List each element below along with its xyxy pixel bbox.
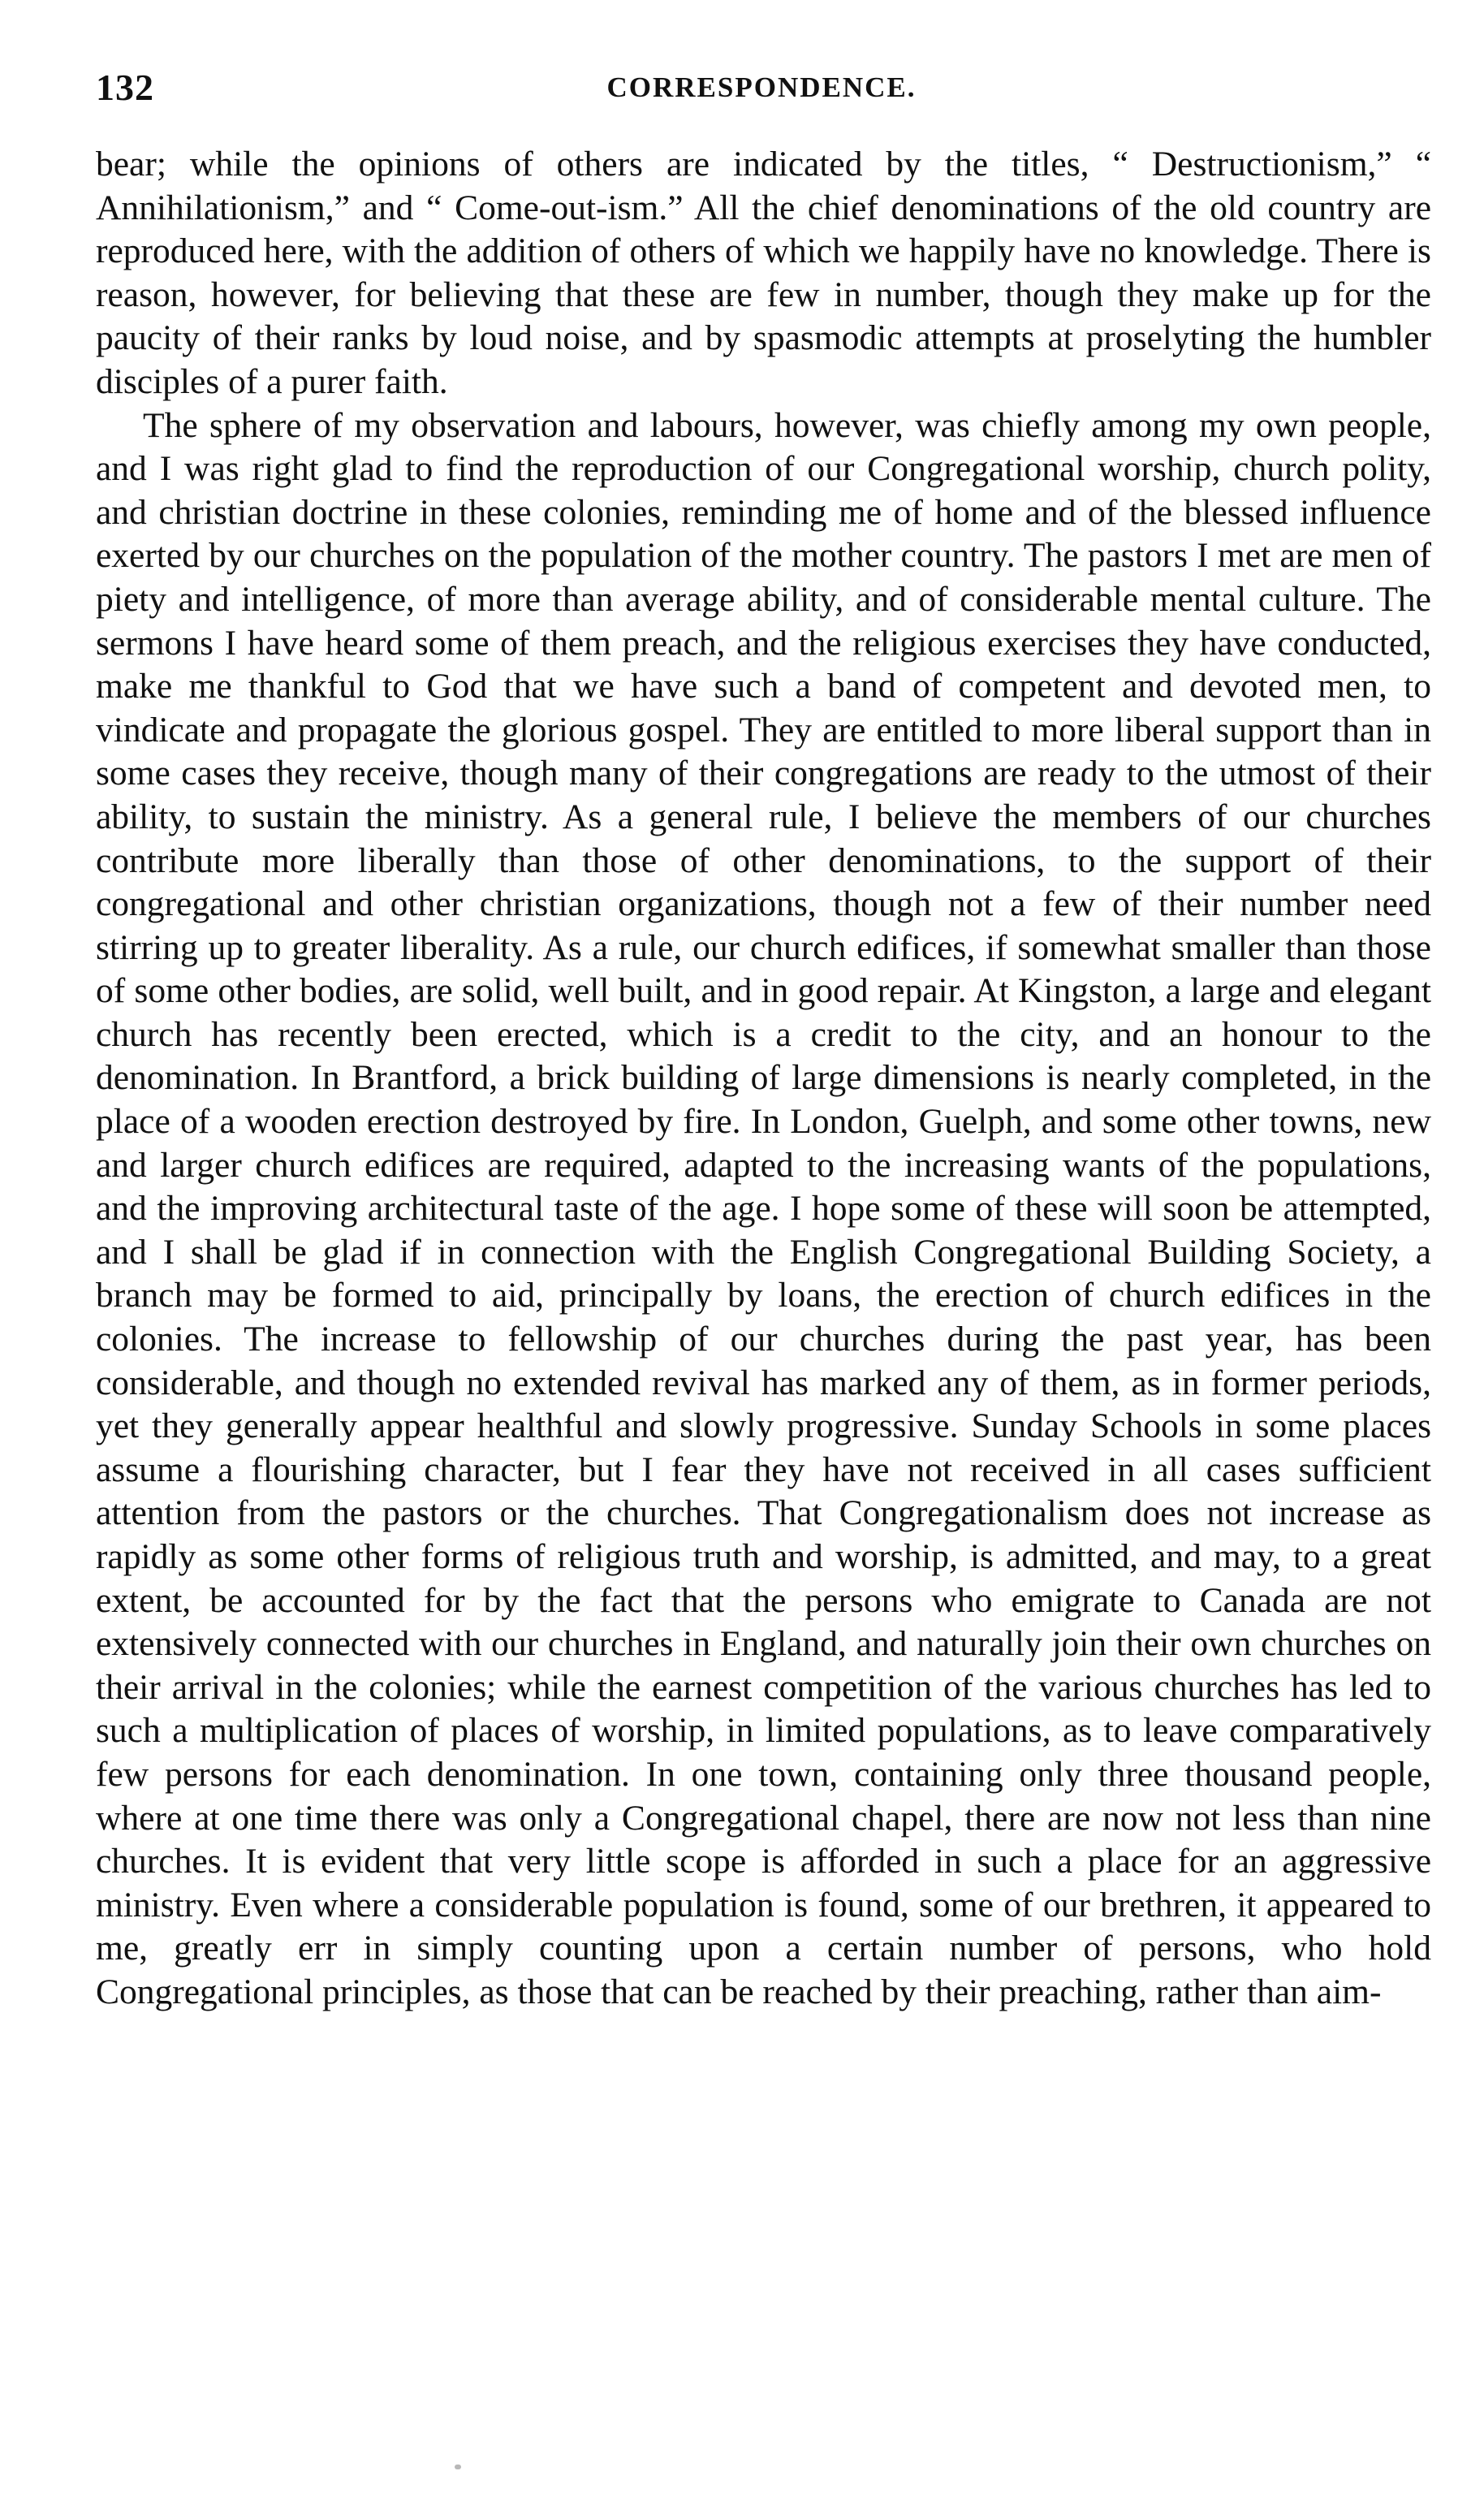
- running-title: CORRESPONDENCE.: [606, 71, 917, 103]
- page-header: [96, 63, 1427, 112]
- page-number: 132: [96, 67, 154, 108]
- body-text: [96, 143, 1431, 2015]
- page-mark: [455, 2465, 461, 2469]
- paragraph-continued: bear; while the opinions of others are indicated by the titles, “ Destructionism,” “ Annihilationism,” and “ Come-out-ism.” All the chief denominations of the old country are reproduced here, with the addition of others of which we happily have no knowledge. There is reason, however, for believing that these are few in number, though they make up for the paucity of their ranks by loud noise, and by spasmodic attempts at proselyting the humbler disciples of a purer faith.: [96, 145, 1431, 401]
- paragraph-sphere-of-observation: The sphere of my observation and labours, however, was chiefly among my own people, and I was right glad to find the reproduction of our Congregational worship, church polity, and christian doctrine in these colonies, reminding me of home and of the blessed influence exerted by our churches on the population of the mother country. The pastors I met are men of piety and intelligence, of more than average ability, and of considerable mental culture. The sermons I have heard some of them preach, and the religious exercises they have conducted, make me thankful to God that we have such a band of competent and devoted men, to vindicate and propagate the glorious gospel. They are entitled to more liberal support than in some cases they receive, though many of their congregations are ready to the utmost of their ability, to sustain the ministry. As a general rule, I believe the members of our churches contribute more liberally than those of other denominations, to the support of their congregational and other christian organizations, though not a few of their number need stirring up to greater liberality. As a rule, our church edifices, if somewhat smaller than those of some other bodies, are solid, well built, and in good repair. At Kingston, a large and elegant church has recently been erected, which is a credit to the city, and an honour to the denomination. In Brantford, a brick building of large dimensions is nearly completed, in the place of a wooden erection destroyed by fire. In London, Guelph, and some other towns, new and larger church edifices are required, adapted to the increasing wants of the populations, and the improving architectural taste of the age. I hope some of these will soon be attempted, and I shall be glad if in connection with the English Congregational Building Society, a branch may be formed to aid, principally by loans, the erection of church edifices in the colonies. The increase to fellowship of our churches during the past year, has been considerable, and though no extended revival has marked any of them, as in former periods, yet they generally appear healthful and slowly progressive. Sunday Schools in some places assume a flourishing character, but I fear they have not received in all cases sufficient attention from the pastors or the churches. That Congregationalism does not increase as rapidly as some other forms of religious truth and worship, is admitted, and may, to a great extent, be accounted for by the fact that the persons who emigrate to Canada are not extensively connected with our churches in England, and naturally join their own churches on their arrival in the colonies; while the earnest competition of the various churches has led to such a multiplication of places of worship, in limited populations, as to leave comparatively few persons for each denomination. In one town, containing only three thousand people, where at one time there was only a Congregational chapel, there are now not less than nine churches. It is evident that very little scope is afforded in such a place for an aggressive ministry. Even where a considerable population is found, some of our brethren, it appeared to me, greatly err in simply counting upon a certain number of persons, who hold Congregational principles, as those that can be reached by their preaching, rather than aim-: [96, 405, 1431, 2011]
